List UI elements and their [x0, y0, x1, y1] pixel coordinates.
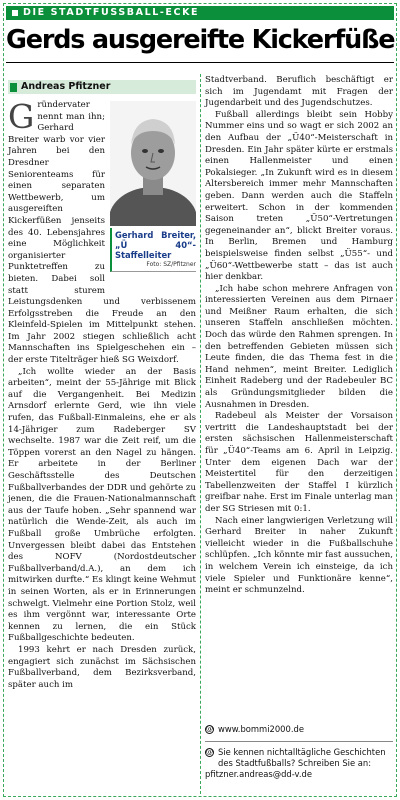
author-name: Andreas Pfitzner: [21, 81, 111, 92]
column-divider: [200, 74, 201, 794]
paragraph: Radebeul als Meister der Vorsaison vertritt die Landeshauptstadt bei der ersten sächsischen Hallenmeisterschaft für „Ü40“-Teams am 6. April in Leipzig. Unter dem eigenen Dach war der Meistertitel für den derzeitigen Tabellenzweiten der Staffel I kürzlich greifbar nahe. Erst im Finale unterlag man der SG Striesen mit 0:1.: [205, 411, 394, 514]
paragraph: Stadtverband. Beruflich beschäftigt er sich im Jugendamt mit Fragen der Jugendarbeit und des Jugendschutzes.: [205, 75, 393, 109]
headline: Gerds ausgereifte Kickerfüße: [6, 25, 395, 55]
photo-caption: Gerhard Breiter, „Ü 40“-Staffelleiter: [115, 230, 196, 260]
website-link[interactable]: www.bommi2000.de: [218, 724, 304, 734]
drop-cap: G: [8, 97, 35, 136]
paragraph: „Ich wollte wieder an der Basis arbeiten“, meint der 55-Jährige mit Blick auf die Vergangenheit. Bei Medizin Arnsdorf erlernte Gerd, wie ihn viele rufen, das Fußball-Einmaleins, ehe er als 14-Jähriger zum Radeberger SV wechselte. 1987 war die Zeit reif, um die Töppen vorerst an den Nagel zu hängen. Er arbeitete in der Berliner Geschäftsstelle des Deutschen Fußballverbandes der DDR und gehörte zu jenen, die die Frauen-Nationalmannschaft aus der Taufe hoben. „Sehr spannend war natürlich die Wende-Zeit, als auch im Fußball große Umbrüche erfolgten. Unvergessen bleibt dabei das Entstehen des NOFV (Nordostdeutscher Fußballverband/d.A.), an dem ich mitwirken durfte.“ Es klingt keine Wehmut in seinen Worten, als er in Erinnerungen schwelgt. Vielmehr eine Portion Stolz, weil es ihm vergönnt war, interessante Orte kennen zu lernen, die ein Stück Fußballgeschichte bedeuten.: [8, 366, 196, 644]
info-box: [205, 724, 393, 780]
paragraph: Nach einer langwierigen Verletzung will Gerhard Breiter in naher Zukunft vielleicht wieder in die Fußballschuhe schlüpfen. „Ich könnte mir fast aussuchen, in welchem Verein ich einsteige, da ich viele Spieler und Funktionäre kenne“, meint er schmunzelnd.: [205, 515, 393, 596]
at-sign-icon: @: [206, 725, 213, 733]
article-column-right: [205, 75, 393, 597]
contact-text: Sie kennen nichtalltägliche Geschichten des Stadtfußballs? Schreiben Sie an:: [218, 747, 386, 768]
photo-block: [110, 101, 196, 291]
article-column-left: [8, 97, 196, 691]
photo-caption-box: [110, 228, 196, 272]
contact-email[interactable]: pfitzner.andreas@dd-v.de: [205, 769, 312, 779]
rubric-label: DIE STADTFUSSBALL-ECKE: [23, 7, 200, 18]
contact-row: [205, 747, 393, 769]
author-byline: [8, 80, 196, 94]
square-bullet-icon: [12, 10, 18, 16]
headline-rule: [6, 62, 394, 63]
website-row: [205, 724, 393, 735]
paragraph: Fußball allerdings bleibt sein Hobby Nummer eins und so wagt er sich 2002 an den Aufbau der „Ü40“-Meisterschaft in Dresden. Ein Jahr später kürte er erstmals einen Hallenmeister und einen Pokalsieger. „In Zukunft wird es in diesem Altersbereich immer mehr Mannschaften geben. Dann werden auch die Staffeln erweitert. Schon in der kommenden Saison treten „Ü50“-Vertretungen gegeneinander an“, blickt Breiter voraus. In Berlin, Bremen und Hamburg beispielsweise finden selbst „Ü55“- und „Ü60“-Wettbewerbe statt – das ist auch hier denkbar.: [205, 109, 393, 283]
at-sign-icon: @: [206, 748, 213, 756]
paragraph: 1993 kehrt er nach Dresden zurück, engagiert sich zunächst im Sächsischen Fußballverband, dem Bezirksverband, später auch im: [8, 644, 196, 690]
section-rubric: [6, 6, 394, 20]
portrait-photo: [110, 101, 196, 226]
square-bullet-icon: [10, 83, 17, 92]
paragraph-text: ründervater nennt man ihn; Gerhard Breiter warb vor vier Jahren bei den Dresdner Seniorenteams für einen separaten Wettbewerb, um ausgereiften Kickerfüßen jenseits des 40. Lebensjahres eine Möglichkeit organisierter Punktetreffen zu bieten. Dabei soll statt sturem Leistungsdenken und verbissenem Erfolgsstreben die Freude an den Kleinfeld-Spielen im Mittelpunkt stehen. Im Jahr 2002 stiegen schließlich acht Mannschaften ins Spielgeschehen ein – der erste Titelträger hieß SG Weixdorf.: [8, 100, 196, 366]
paragraph: „Ich habe schon mehrere Anfragen von interessierten Vereinen aus dem Pirnaer und Meißner Raum erhalten, die sich unseren Staffeln anschließen möchten. Doch das würde den Rahmen sprengen. In den betreffenden Gebieten müssen sich Leute finden, die das Thema fest in die Hand nehmen“, meint Breiter. Lediglich Einheit Radeberg und der Radebeuler BC als Gründungsmitglieder bilden die Ausnahmen in Dresden.: [205, 283, 393, 410]
info-separator: [205, 741, 393, 742]
photo-credit: Foto: SZ/Pfitzner: [146, 261, 196, 268]
